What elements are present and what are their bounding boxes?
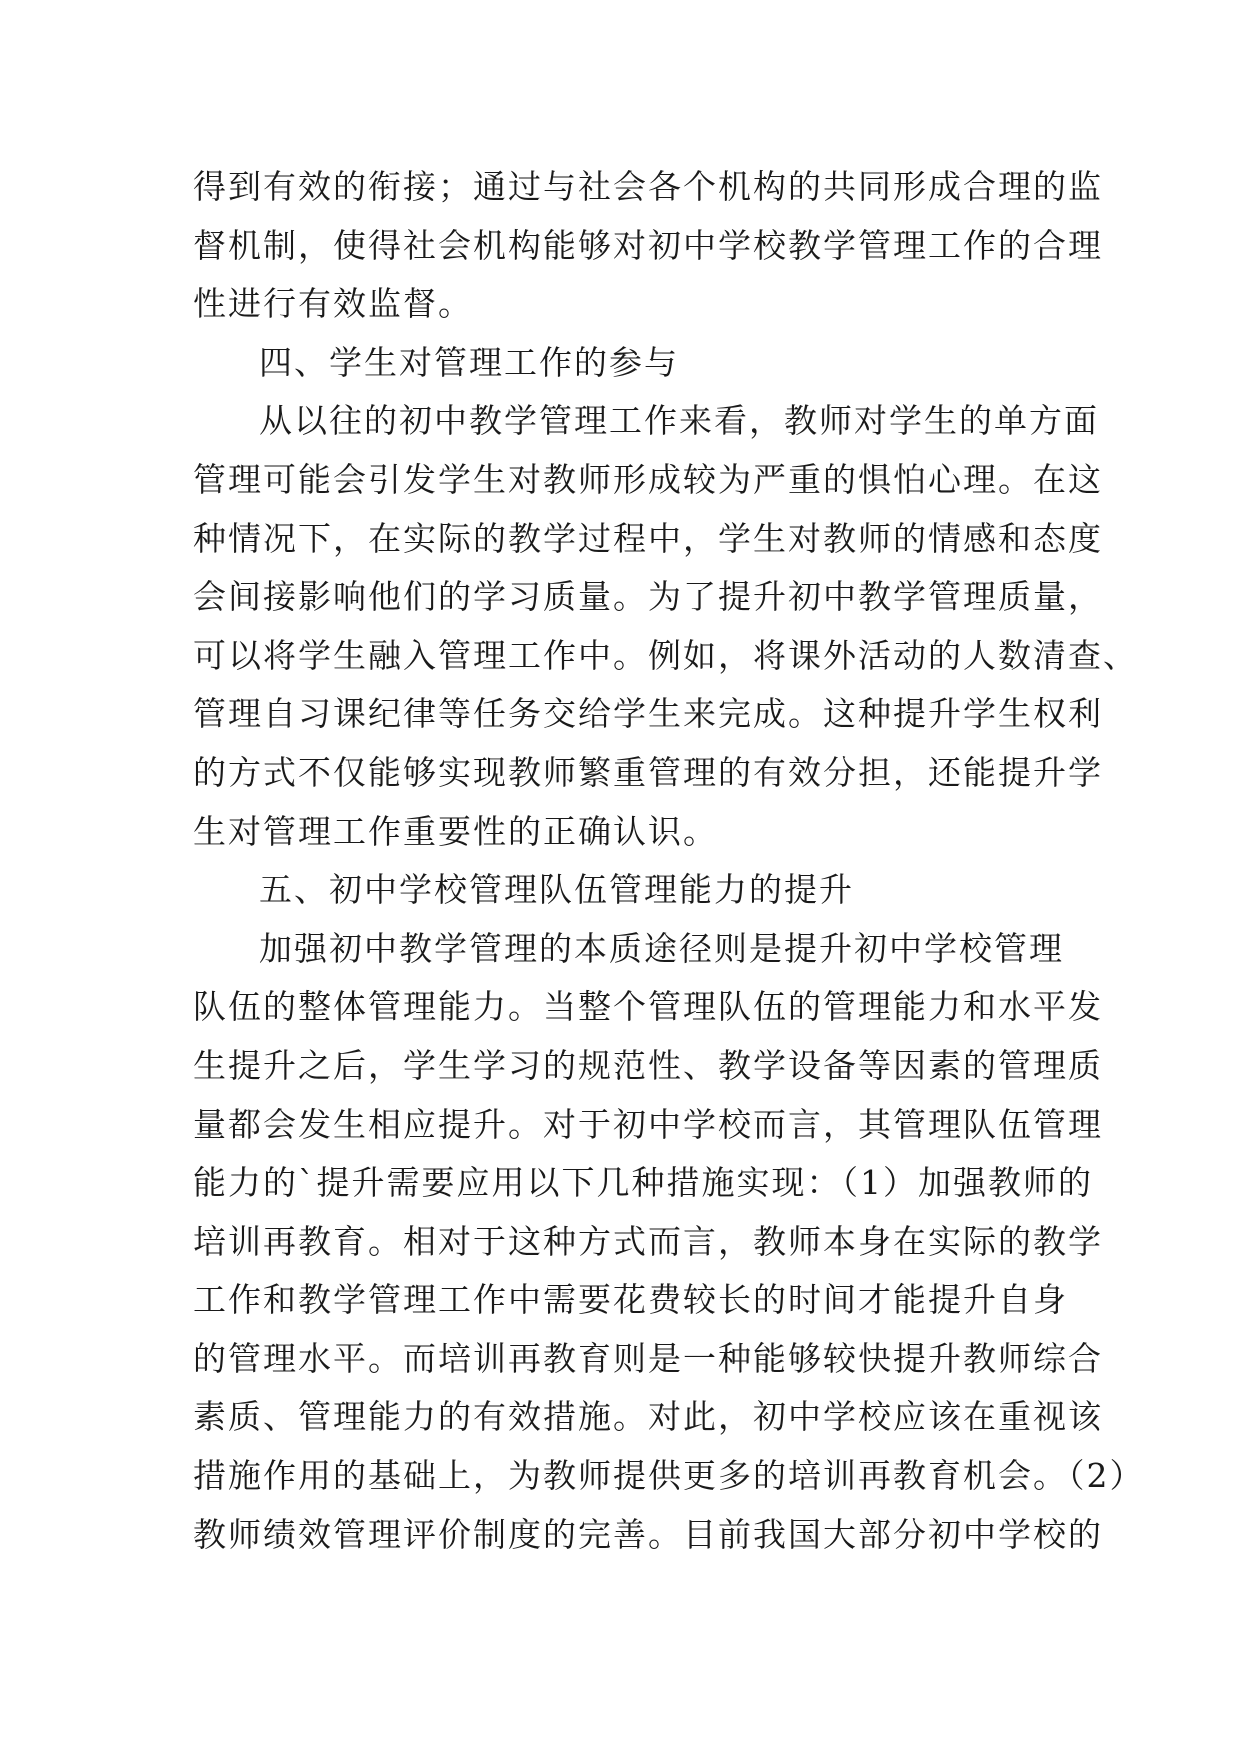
section-heading: 五、初中学校管理队伍管理能力的提升 bbox=[259, 870, 854, 910]
text-line: 生提升之后，学生学习的规范性、教学设备等因素的管理质 bbox=[193, 1045, 1103, 1085]
text-line: 的管理水平。而培训再教育则是一种能够较快提升教师综合 bbox=[193, 1338, 1103, 1378]
text-line: 督机制，使得社会机构能够对初中学校教学管理工作的合理 bbox=[193, 225, 1103, 265]
text-line: 从以往的初中教学管理工作来看，教师对学生的单方面 bbox=[259, 401, 1099, 441]
text-line: 措施作用的基础上，为教师提供更多的培训再教育机会。（2） bbox=[193, 1456, 1145, 1496]
text-line: 种情况下，在实际的教学过程中，学生对教师的情感和态度 bbox=[193, 518, 1103, 558]
text-line: 管理自习课纪律等任务交给学生来完成。这种提升学生权利 bbox=[193, 694, 1103, 734]
document-body bbox=[193, 158, 1145, 1564]
text-line: 性进行有效监督。 bbox=[193, 284, 473, 324]
text-line: 加强初中教学管理的本质途径则是提升初中学校管理 bbox=[259, 928, 1064, 968]
text-line: 生对管理工作重要性的正确认识。 bbox=[193, 811, 718, 851]
text-line: 得到有效的衔接；通过与社会各个机构的共同形成合理的监 bbox=[193, 167, 1103, 206]
text-line: 素质、管理能力的有效措施。对此，初中学校应该在重视该 bbox=[193, 1397, 1103, 1437]
text-line: 量都会发生相应提升。对于初中学校而言，其管理队伍管理 bbox=[193, 1104, 1103, 1144]
section-heading: 四、学生对管理工作的参与 bbox=[259, 342, 679, 382]
text-line: 可以将学生融入管理工作中。例如，将课外活动的人数清查、 bbox=[193, 635, 1138, 675]
text-line: 队伍的整体管理能力。当整个管理队伍的管理能力和水平发 bbox=[193, 987, 1103, 1027]
text-line: 管理可能会引发学生对教师形成较为严重的惧怕心理。在这 bbox=[193, 459, 1103, 499]
text-line: 会间接影响他们的学习质量。为了提升初中教学管理质量， bbox=[193, 577, 1103, 617]
text-line: 的方式不仅能够实现教师繁重管理的有效分担，还能提升学 bbox=[193, 752, 1103, 792]
text-line: 能力的`提升需要应用以下几种措施实现：（1）加强教师的 bbox=[193, 1163, 1093, 1203]
text-line: 工作和教学管理工作中需要花费较长的时间才能提升自身 bbox=[193, 1280, 1068, 1320]
text-line: 培训再教育。相对于这种方式而言，教师本身在实际的教学 bbox=[193, 1221, 1103, 1261]
text-line: 教师绩效管理评价制度的完善。目前我国大部分初中学校的 bbox=[193, 1514, 1103, 1554]
